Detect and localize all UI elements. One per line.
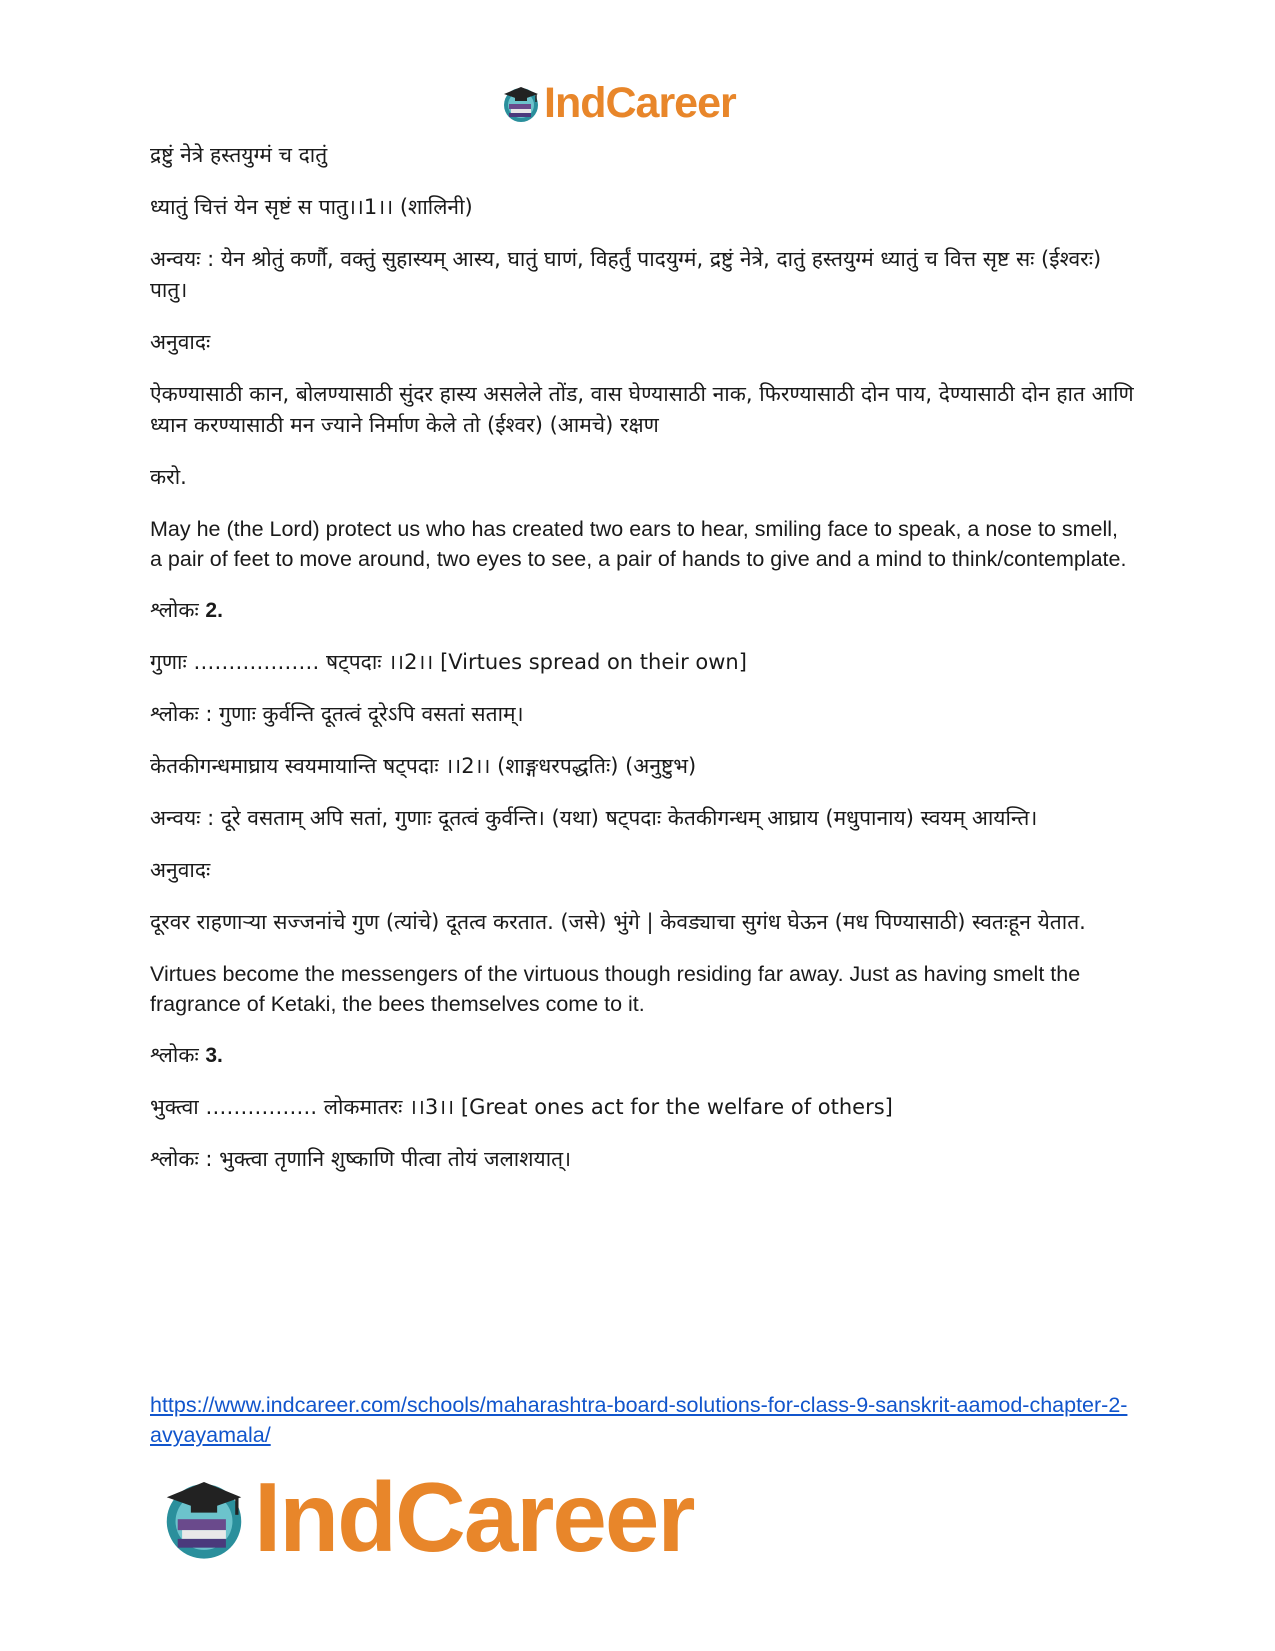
verse-line-1: द्रष्टुं नेत्रे हस्तयुग्मं च दातुं bbox=[150, 143, 328, 167]
header-logo bbox=[500, 78, 736, 128]
shloka-label: श्लोकः bbox=[150, 598, 199, 622]
brand-name: IndCareer bbox=[544, 78, 736, 127]
english-translation-1: May he (the Lord) protect us who has created two ears to hear, smiling face to speak, a nose to smell, a pair of feet to move around, two eyes to see, a pair of hands to give and a mind to think/contemplate. bbox=[150, 517, 1127, 571]
shloka-3-summary: भुक्त्वा ……………. लोकमातरः ।।3।। [Great ones act for the welfare of others] bbox=[150, 1095, 893, 1119]
verse-line-2: ध्यातुं चित्तं येन सृष्टं स पातु।।1।। (शालिनी) bbox=[150, 195, 473, 219]
brand-name: IndCareer bbox=[254, 1462, 694, 1572]
shloka-2-summary: गुणाः ……………… षट्पदाः ।।2।। [Virtues spread on their own] bbox=[150, 650, 747, 674]
shloka-number: 3. bbox=[205, 1044, 223, 1067]
anuvad-heading-2: अनुवादः bbox=[150, 858, 211, 882]
document-body bbox=[150, 140, 1135, 1196]
shloka-2-line-2: केतकीगन्धमाघ्राय स्वयमायान्ति षट्पदाः ।।2।। (शाङ्गधरपद्धतिः) (अनुष्टुभ) bbox=[150, 754, 697, 778]
anvaya-2: अन्वयः : दूरे वसताम् अपि सतां, गुणाः दूतत्वं कुर्वन्ति। (यथा) षट्पदाः केतकीगन्धम् आघ्राय (मधुपानाय) स्वयम् आयन्ति। bbox=[150, 806, 1038, 830]
shloka-heading-3 bbox=[150, 1040, 1135, 1071]
marathi-translation-1-end: करो. bbox=[150, 465, 187, 489]
shloka-number: 2. bbox=[205, 599, 223, 622]
english-translation-2: Virtues become the messengers of the virtuous though residing far away. Just as having smelt the fragrance of Ketaki, the bees themselves come to it. bbox=[150, 962, 1081, 1016]
source-link[interactable]: https://www.indcareer.com/schools/maharashtra-board-solutions-for-class-9-sanskrit-aamod-chapter-2-avyayamala/ bbox=[150, 1393, 1128, 1447]
footer-logo bbox=[158, 1462, 694, 1572]
anuvad-heading-1: अनुवादः bbox=[150, 330, 211, 354]
marathi-translation-2: दूरवर राहणाऱ्या सज्जनांचे गुण (त्यांचे) दूतत्व करतात. (जसे) भुंगे | केवड्याचा सुगंध घेऊन (मध पिण्यासाठी) स्वतःहून येतात. bbox=[150, 910, 1086, 934]
shloka-3-line-1: श्लोकः : भुक्त्वा तृणानि शुष्काणि पीत्वा तोयं जलाशयात्। bbox=[150, 1147, 572, 1171]
shloka-label: श्लोकः bbox=[150, 1043, 206, 1067]
shloka-heading-2 bbox=[150, 595, 1135, 626]
graduation-cap-books-globe-icon bbox=[500, 82, 542, 124]
graduation-cap-books-globe-icon bbox=[158, 1471, 250, 1563]
marathi-translation-1: ऐकण्यासाठी कान, बोलण्यासाठी सुंदर हास्य असलेले तोंड, वास घेण्यासाठी नाक, फिरण्यासाठी दोन पाय, देण्यासाठी दोन हात आणि ध्यान करण्यासाठी मन ज्याने निर्माण केले तो (ईश्वर) (आमचे) रक्षण bbox=[150, 382, 1134, 437]
anvaya-1: अन्वयः : येन श्रोतुं कर्णौ, वक्तुं सुहास्यम् आस्य, घातुं घाणं, विहर्तुं पादयुग्मं, द्रष्टुं नेत्रे, दातुं हस्तयुग्मं ध्यातुं च वित्त सृष्ट सः (ईश्वरः) पातु। bbox=[150, 247, 1102, 302]
shloka-2-line-1: श्लोकः : गुणाः कुर्वन्ति दूतत्वं दूरेऽपि वसतां सताम्। bbox=[150, 702, 524, 726]
